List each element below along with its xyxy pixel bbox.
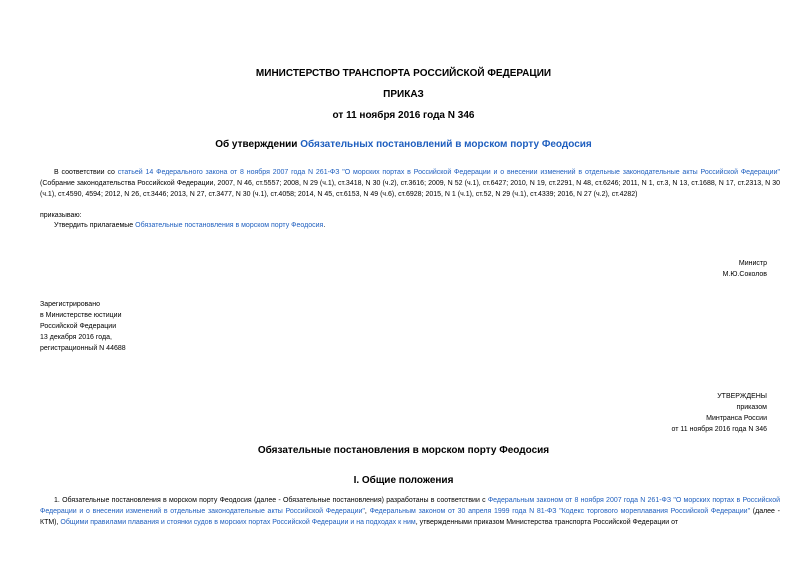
paragraph-1-text-2: , xyxy=(364,508,370,515)
approval-line: от 11 ноября 2016 года N 346 xyxy=(671,426,767,433)
signature-name: М.Ю.Соколов xyxy=(722,271,767,278)
approval-line: УТВЕРЖДЕНЫ xyxy=(717,393,767,400)
approve-end: . xyxy=(323,222,326,229)
order-title-link[interactable]: Обязательных постановлений в морском порту Феодосия xyxy=(300,139,592,150)
registration-line: в Министерстве юстиции xyxy=(40,312,122,319)
paragraph-1 xyxy=(40,495,780,528)
preamble-text-1: В соответствии со xyxy=(54,169,118,176)
approve-paragraph xyxy=(54,220,325,231)
federal-law-article-link[interactable]: статьей 14 Федерального закона от 8 ноября 2007 года N 261-ФЗ "О морских портах в Российской Федерации и о внесении изменений в отдельные законодательные акты Российской Федерации" xyxy=(117,169,780,176)
registration-line: 13 декабря 2016 года, xyxy=(40,334,112,341)
approval-line: Минтранса России xyxy=(706,415,767,422)
preamble-text-2: (Собрание законодательства Российской Федерации, 2007, N 46, ст.5557; 2008, N 29 (ч.1), ст.3418, N 30 (ч.2), ст.3616; 2009, N 52 (ч.1), ст.6427; 2010, N 19, ст.2291, N 48, ст.6246; 2011, N 1, ст.3, N 13, ст.1688, N 17, ст.2313, N 30 (ч.1), ст.4590, 4594; 2012, N 26, ст.3446; 2013, N 27, ст.3477, N 30 (ч.1), ст.4058; 2014, N 45, ст.6153, N 49 (ч.6), ст.6928; 2015, N 1 (ч.1), ст.52, N 29 (ч.1), ст.4339; 2016, N 27 (ч.2), ст.4282) xyxy=(40,180,780,198)
paragraph-1-text-1: 1. Обязательные постановления в морском порту Феодосия (далее - Обязательные постановления) разработаны в соответствии с xyxy=(54,497,488,504)
signature-role: Министр xyxy=(738,260,767,267)
registration-line: Зарегистрировано xyxy=(40,301,100,308)
law-261-link[interactable]: Федеральным законом от 8 ноября 2007 года N 261-ФЗ "О морских портах в Российской Федерации и о внесении изменений в отдельные законодательные акты Российской Федерации" xyxy=(40,497,780,515)
order-date-line: от 11 ноября 2016 года N 346 xyxy=(332,110,475,121)
general-navigation-rules-link[interactable]: Общими правилами плавания и стоянки судов в морских портах Российской Федерации и на подходах к ним xyxy=(60,519,416,526)
orders-word: приказываю: xyxy=(40,212,82,219)
approved-regulations-link[interactable]: Обязательные постановления в морском порту Феодосия xyxy=(135,222,324,229)
registration-line: регистрационный N 44688 xyxy=(40,345,126,352)
registration-block xyxy=(40,299,126,354)
law-81-link[interactable]: Федеральным законом от 30 апреля 1999 года N 81-ФЗ "Кодекс торгового мореплавания Российской Федерации" xyxy=(369,508,751,515)
ministry-heading: МИНИСТЕРСТВО ТРАНСПОРТА РОССИЙСКОЙ ФЕДЕРАЦИИ xyxy=(255,68,552,79)
chapter-heading: I. Общие положения xyxy=(353,475,454,486)
approval-line: приказом xyxy=(736,404,767,411)
order-title xyxy=(0,139,807,151)
approval-block xyxy=(672,391,767,435)
doc-type-heading: ПРИКАЗ xyxy=(383,89,424,100)
order-title-prefix: Об утверждении xyxy=(215,139,301,150)
paragraph-1-text-3: (далее - КТМ), xyxy=(40,508,780,526)
approve-text: Утвердить прилагаемые xyxy=(54,222,136,229)
paragraph-1-text-4: , утвержденными приказом Министерства транспорта Российской Федерации от xyxy=(415,519,679,526)
regulations-title: Обязательные постановления в морском порту Феодосия xyxy=(257,445,550,456)
registration-line: Российской Федерации xyxy=(40,323,117,330)
preamble-paragraph xyxy=(40,167,780,200)
signature-block xyxy=(723,258,767,280)
